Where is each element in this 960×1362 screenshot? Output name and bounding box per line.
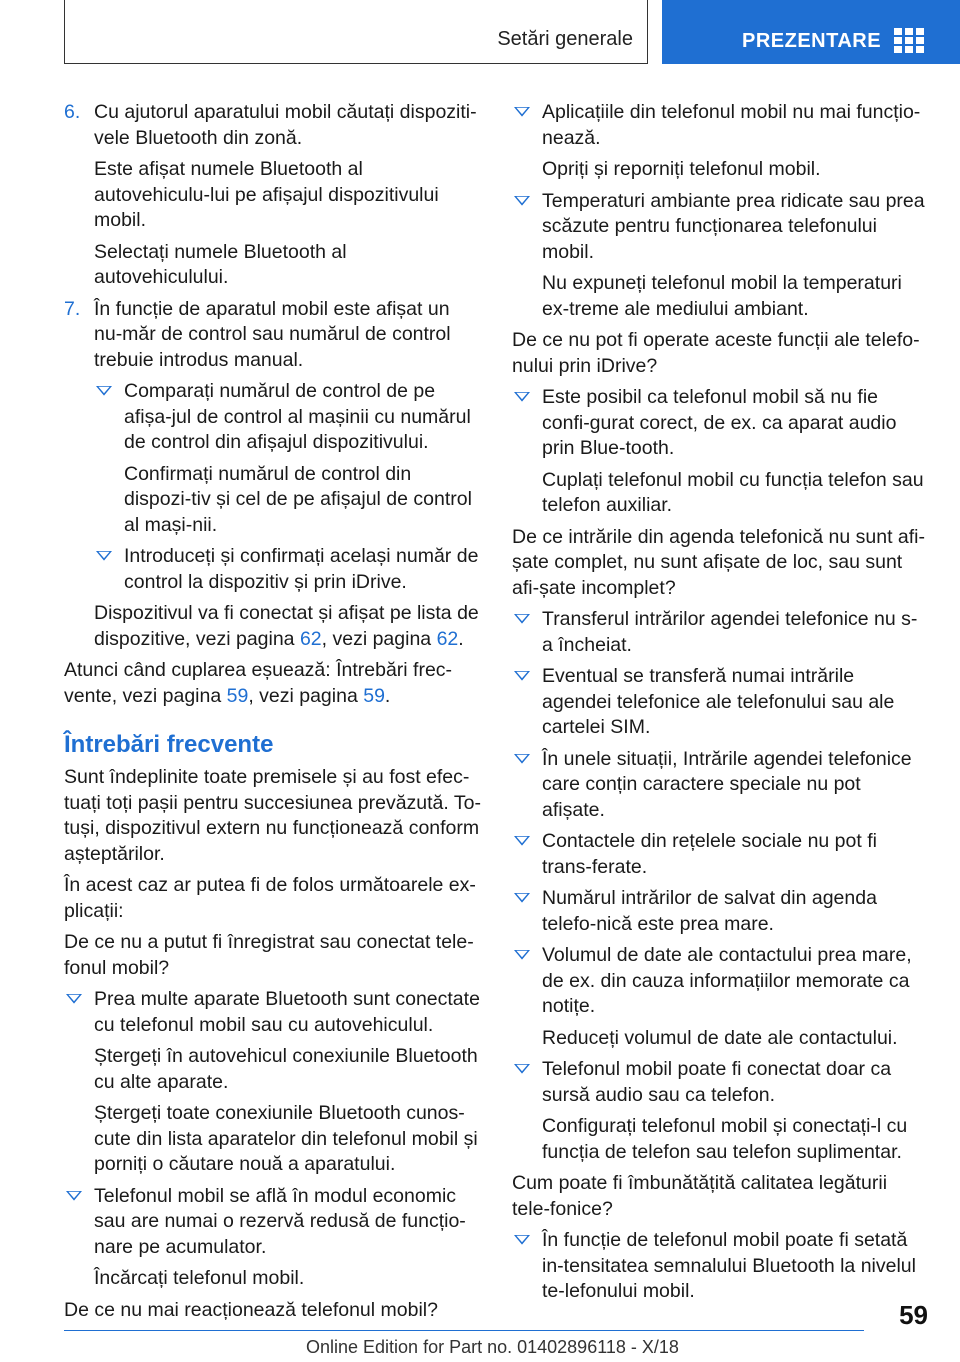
- step-note: Este afișat numele Bluetooth al autovehiculu‐lui pe afișajul dispozitivului mobil.: [94, 158, 439, 231]
- grid-icon: [894, 28, 924, 54]
- bullet-text: Eventual se transferă numai intrările agendei telefonice ale telefonului sau ale cartelei SIM.: [542, 665, 895, 738]
- triangle-bullet-icon: [514, 196, 530, 206]
- list-item: [512, 385, 928, 519]
- question: Cum poate fi îmbunătățită calitatea legăturii tele‐fonice?: [512, 1172, 888, 1220]
- step-6: [64, 100, 482, 291]
- bullet-text: Telefonul mobil poate fi conectat doar ca sursă audio sau ca telefon.: [542, 1058, 892, 1106]
- triangle-bullet-icon: [514, 107, 530, 117]
- page-link[interactable]: 62: [436, 627, 459, 650]
- failure-note: Atunci când cuplarea eșuează: Întrebări frec‐vente, vezi pagina 59, vezi pagina 59.: [64, 659, 453, 707]
- bullet-text: În funcție de telefonul mobil poate fi setată in‐tensitatea semnalului Bluetooth la nivelul te‐lefonului mobil.: [542, 1229, 916, 1302]
- list-item: [512, 886, 928, 937]
- triangle-bullet-icon: [514, 754, 530, 764]
- step-number: 7.: [64, 297, 81, 320]
- header-section-box: [64, 0, 648, 64]
- triangle-bullet-icon: [514, 1064, 530, 1074]
- list-item: [512, 747, 928, 824]
- list-item: [512, 607, 928, 658]
- chapter-tab[interactable]: [662, 0, 960, 64]
- bullet-text: Prea multe aparate Bluetooth sunt conectate cu telefonul mobil sau cu autovehiculul.: [94, 988, 480, 1036]
- list-item: [512, 829, 928, 880]
- bullet-text: Telefonul mobil se află în modul economic sau are numai o rezervă redusă de funcțio‐nare pe acumulator.: [94, 1184, 466, 1258]
- paragraph: În acest caz ar putea fi de folos următoarele ex‐plicații:: [64, 874, 476, 922]
- step-text: În funcție de aparatul mobil este afișat un nu‐măr de control sau numărul de control trebuie introdus manual.: [94, 297, 451, 371]
- chapter-label: PREZENTARE: [742, 30, 882, 52]
- question: De ce nu pot fi operate aceste funcții ale telefo‐nului prin iDrive?: [512, 329, 920, 377]
- step-result: Dispozitivul va fi conectat și afișat pe lista de dispozitive, vezi pagina 62, vezi pagina 62.: [94, 602, 479, 650]
- bullet-note: Încărcați telefonul mobil.: [94, 1267, 305, 1289]
- page-number: 59: [899, 1300, 928, 1330]
- list-item: [94, 379, 482, 538]
- list-item: [512, 100, 928, 183]
- bullet-text: Este posibil ca telefonul mobil să nu fie confi‐gurat corect, de ex. ca aparat audio prin Blue‐tooth.: [542, 386, 897, 459]
- list-item: [94, 544, 482, 595]
- triangle-bullet-icon: [66, 994, 82, 1004]
- triangle-bullet-icon: [514, 392, 530, 402]
- bullet-note: Ștergeți în autovehicul conexiunile Bluetooth cu alte aparate.: [94, 1045, 478, 1093]
- bullet-text: În unele situații, Intrările agendei telefonice care conțin caractere speciale nu pot afișate.: [542, 747, 912, 821]
- page-link[interactable]: 59: [226, 684, 249, 707]
- right-column: [512, 100, 928, 1311]
- list-item: [64, 1184, 482, 1292]
- question: De ce nu a putut fi înregistrat sau conectat tele‐fonul mobil?: [64, 931, 474, 979]
- bullet-note: Reduceți volumul de date ale contactului.: [542, 1026, 898, 1049]
- list-item: [512, 664, 928, 741]
- step-number: 6.: [64, 101, 81, 123]
- bullet-note: Opriți și reporniți telefonul mobil.: [542, 158, 821, 180]
- left-column: [64, 100, 482, 1329]
- triangle-bullet-icon: [514, 950, 530, 960]
- page-link[interactable]: 59: [363, 684, 385, 707]
- triangle-bullet-icon: [514, 893, 530, 903]
- step-7: [64, 297, 482, 653]
- bullet-note: Nu expuneți telefonul mobil la temperaturi ex‐treme ale mediului ambiant.: [542, 272, 902, 320]
- bullet-note: Configurați telefonul mobil și conectați-l cu funcția de telefon sau telefon suplimentar.: [542, 1115, 908, 1163]
- question: De ce intrările din agenda telefonică nu sunt afi‐șate complet, nu sunt afișate de loc, sau sunt afi‐șate incomplet?: [512, 525, 926, 599]
- bullet-text: Transferul intrărilor agendei telefonice nu s-a încheiat.: [542, 608, 918, 656]
- triangle-bullet-icon: [96, 386, 112, 396]
- bullet-note: Ștergeți toate conexiunile Bluetooth cunos‐cute din lista aparatelor din telefonul mobil și porniți o căutare nouă a aparatului.: [94, 1102, 478, 1175]
- triangle-bullet-icon: [514, 1235, 530, 1245]
- list-item: [512, 1057, 928, 1165]
- section-title: Setări generale: [497, 28, 633, 50]
- bullet-text: Temperaturi ambiante prea ridicate sau prea scăzute pentru funcționarea telefonului mobil.: [542, 189, 925, 263]
- step-text: Cu ajutorul aparatului mobil căutați dispoziti‐vele Bluetooth din zonă.: [94, 101, 477, 149]
- bullet-text: Numărul intrărilor de salvat din agenda telefo‐nică este prea mare.: [542, 887, 877, 935]
- list-item: [512, 943, 928, 1051]
- list-item: [512, 1228, 928, 1305]
- footer-divider: [64, 1330, 864, 1331]
- section-heading: Întrebări frecvente: [64, 731, 274, 758]
- page-link[interactable]: 62: [299, 627, 322, 650]
- bullet-text: Contactele din rețelele sociale nu pot fi trans‐ferate.: [542, 830, 877, 878]
- list-item: [512, 189, 928, 323]
- triangle-bullet-icon: [514, 836, 530, 846]
- triangle-bullet-icon: [96, 551, 112, 561]
- bullet-note: Cuplați telefonul mobil cu funcția telefon sau telefon auxiliar.: [542, 468, 924, 516]
- list-item: [64, 987, 482, 1178]
- triangle-bullet-icon: [514, 671, 530, 681]
- question: De ce nu mai reacționează telefonul mobil?: [64, 1298, 438, 1321]
- bullet-note: Confirmați numărul de control din dispozi‐tiv și cel de pe afișajul de control al mași‐nii.: [124, 462, 472, 536]
- step-note: Selectați numele Bluetooth al autovehiculului.: [94, 240, 347, 288]
- bullet-text: Aplicațiile din telefonul mobil nu mai funcțio‐nează.: [542, 101, 921, 149]
- triangle-bullet-icon: [514, 614, 530, 624]
- footer-edition: Online Edition for Part no. 01402896118 - X/18: [306, 1337, 679, 1357]
- bullet-text: Introduceți și confirmați același număr de control la dispozitiv și prin iDrive.: [124, 545, 479, 593]
- bullet-text: Comparați numărul de control de pe afișa‐jul de control al mașinii cu numărul de control din afișajul dispozitivului.: [124, 380, 471, 453]
- triangle-bullet-icon: [66, 1191, 82, 1201]
- paragraph: Sunt îndeplinite toate premisele și au fost efec‐tuați toți pașii pentru succesiunea prevăzută. To‐tuși, dispozitivul extern nu funcționează conform așteptărilor.: [64, 766, 481, 865]
- bullet-text: Volumul de date ale contactului prea mare, de ex. din cauza informațiilor memorate ca notițe.: [542, 944, 912, 1017]
